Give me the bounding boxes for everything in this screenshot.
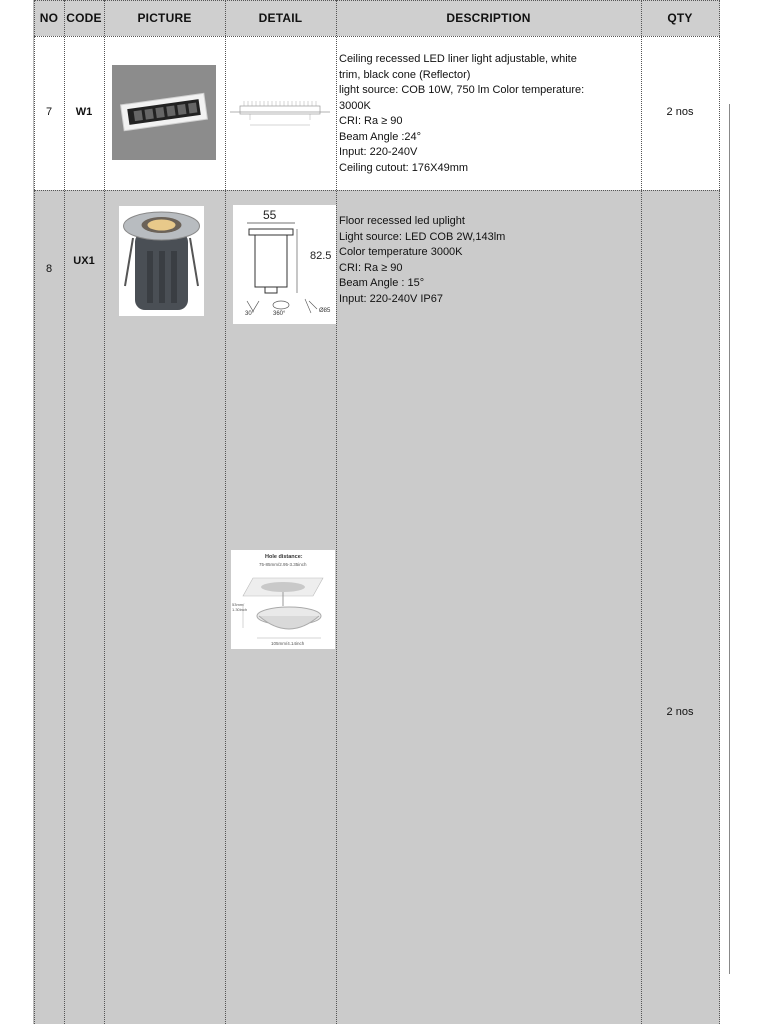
row-7-description: Ceiling recessed LED liner light adjustable, white trim, black cone (Reflector) light source: COB 10W, 750 lm Color temperature: 3000K CRI: Ra ≥ 90 Beam Angle :24° Input: 220-240V Ceiling cutout: 176X49mm (339, 53, 585, 174)
drawing-angle-label: 30° (245, 311, 255, 317)
hole-distance-drawing (231, 550, 335, 649)
spec-table (34, 0, 720, 1024)
row-8-description: Floor recessed led uplight Light source: LED COB 2W,143lm Color temperature 3000K CRI: Ra ≥ 90 Beam Angle : 15° Input: 220-240V IP67 (339, 215, 506, 305)
hole-distance-title: Hole distance: (265, 554, 303, 560)
page-edge-line (729, 104, 730, 974)
grid-line (34, 36, 720, 37)
drawing-rotation-label: 360° (273, 311, 286, 317)
drawing-height-label: 82.5 (310, 250, 332, 262)
grid-line (34, 190, 720, 191)
uplight-dimension-drawing (233, 205, 336, 324)
grid-line (719, 0, 720, 1024)
hole-width-label: 105mm/4.14inch (271, 641, 305, 646)
row-8-no: 8 (45, 263, 53, 276)
header-code: CODE (66, 11, 102, 25)
page-edge-line (33, 0, 34, 1024)
header-qty: QTY (667, 11, 693, 25)
header-detail: DETAIL (258, 11, 303, 25)
drawing-diameter-label: Ø85 (319, 308, 331, 314)
row-7-product-photo (112, 65, 216, 160)
row-8-qty: 2 nos (666, 706, 694, 719)
row-7-detail-drawing (228, 98, 332, 132)
row-7-qty: 2 nos (666, 106, 694, 119)
hole-height-label: 53mm/ 1.30inch (232, 602, 248, 612)
hole-cutout-label: 75-85mm/2.95-3.35inch (259, 562, 307, 567)
row-7-code: W1 (75, 106, 93, 119)
drawing-width-label: 55 (263, 208, 277, 222)
row-8-product-photo (119, 206, 204, 316)
linear-light-image (112, 65, 216, 160)
grid-line (225, 0, 226, 1024)
header-picture: PICTURE (137, 11, 192, 25)
header-description: DESCRIPTION (446, 11, 531, 25)
row-8-code: UX1 (73, 255, 95, 268)
row-8-detail-drawing (233, 205, 336, 324)
grid-line (104, 0, 105, 1024)
uplight-image (119, 206, 204, 316)
row-7-no: 7 (45, 106, 53, 119)
linear-light-drawing (228, 98, 332, 132)
header-no: NO (39, 11, 59, 25)
